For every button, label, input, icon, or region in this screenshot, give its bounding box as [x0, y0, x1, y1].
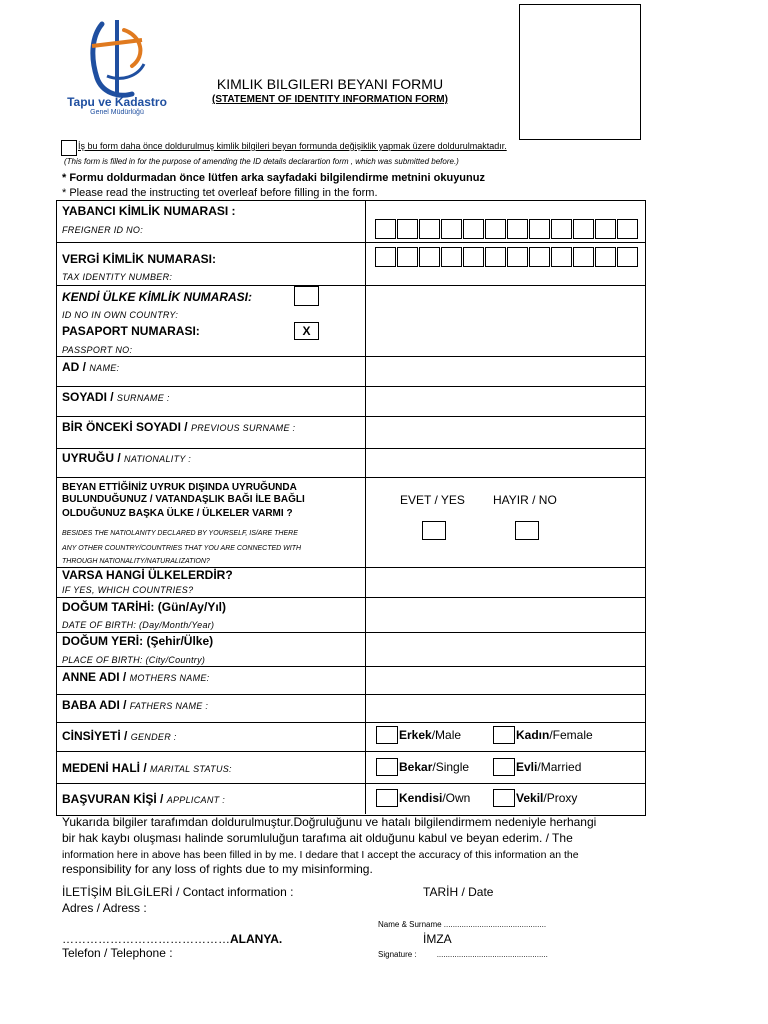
dob-label-en: DATE OF BIRTH: (Day/Month/Year): [62, 620, 215, 630]
pob-label: DOĞUM YERİ: (Şehir/Ülke): [62, 634, 214, 648]
yes-label: EVET / YES: [400, 493, 465, 507]
no-label: HAYIR / NO: [493, 493, 557, 507]
marital-label: MEDENİ HALİ / MARITAL STATUS:: [62, 761, 232, 775]
passport-checkbox[interactable]: X: [294, 322, 319, 340]
row-divider: [56, 666, 645, 667]
married-checkbox[interactable]: [493, 758, 515, 776]
own-country-id-label: KENDİ ÜLKE KİMLİK NUMARASI:: [62, 290, 252, 304]
row-divider: [56, 597, 645, 598]
row-divider: [56, 783, 645, 784]
surname-label: SOYADI / SURNAME :: [62, 390, 170, 404]
which-countries-label: VARSA HANGİ ÜLKELERDİR?: [62, 568, 233, 582]
female-checkbox[interactable]: [493, 726, 515, 744]
declaration-line1: Yukarıda bilgiler tarafımdan doldurulmuştur.Doğruluğunu ve hatalı bilgilendirmem nedeniyle herhangi: [62, 815, 597, 829]
address-label: Adres / Adress :: [62, 901, 147, 915]
previous-surname-label: BİR ÖNCEKİ SOYADI / PREVIOUS SURNAME :: [62, 420, 296, 434]
amend-text-tr: İş bu form daha önce doldurulmuş kimlik bilgileri beyan formunda değişiklik yapmak üzere doldurulmaktadır.: [78, 141, 507, 151]
form-title: KIMLIK BILGILERI BEYANI FORMU: [216, 76, 444, 92]
amend-checkbox[interactable]: [61, 140, 77, 156]
phone-label: Telefon / Telephone :: [62, 946, 173, 960]
declaration-line3: information here in above has been filled in by me. I dedare that I accept the accuracy of this information an the: [62, 849, 579, 861]
applicant-label: BAŞVURAN KİŞİ / APPLICANT :: [62, 792, 226, 806]
tax-id-input[interactable]: [375, 247, 639, 267]
married-label: Evli/Married: [516, 760, 582, 774]
name-label: AD / NAME:: [62, 360, 120, 374]
signature-line: Signature : ..................................................: [378, 950, 548, 959]
own-checkbox[interactable]: [376, 789, 398, 807]
signature-tr-label: İMZA: [423, 932, 452, 946]
contact-info-label: İLETİŞİM BİLGİLERİ / Contact information :: [62, 885, 294, 899]
declaration-line2: bir hak kaybı oluşması halinde sorumluluğun tarafıma ait olduğunu kabul ve beyan ederim. / The: [62, 831, 573, 845]
note-en: * Please read the instructing tet overleaf before filling in the form.: [62, 187, 378, 199]
other-countries-q-en2: ANY OTHER COUNTRY/COUNTRIES THAT YOU ARE CONNECTED WITH: [62, 545, 302, 552]
no-checkbox[interactable]: [515, 521, 539, 540]
row-divider: [56, 632, 645, 633]
gender-label: CİNSİYETİ / GENDER :: [62, 729, 177, 743]
male-label: Erkek/Male: [399, 728, 462, 742]
row-divider: [56, 386, 645, 387]
own-country-id-label-en: ID NO IN OWN COUNTRY:: [62, 310, 179, 320]
row-divider: [56, 285, 645, 286]
city-name: ALANYA.: [230, 932, 283, 946]
mother-label: ANNE ADI / MOTHERS NAME:: [62, 670, 210, 684]
logo-title: Tapu ve Kadastro: [67, 95, 167, 109]
amend-text-en: (This form is filled in for the purpose of amending the ID details declarartion form , which was submitted before.): [64, 157, 459, 166]
male-checkbox[interactable]: [376, 726, 398, 744]
own-country-id-checkbox[interactable]: [294, 286, 319, 306]
row-divider: [56, 242, 645, 243]
name-surname-line: Name & Surname ..............................................: [378, 920, 547, 929]
proxy-label: Vekil/Proxy: [516, 791, 578, 805]
pob-label-en: PLACE OF BIRTH: (City/Country): [62, 655, 206, 665]
row-divider: [56, 477, 645, 478]
row-divider: [56, 751, 645, 752]
single-label: Bekar/Single: [399, 760, 470, 774]
proxy-checkbox[interactable]: [493, 789, 515, 807]
foreigner-id-label: YABANCI KİMLİK NUMARASI :: [62, 204, 236, 218]
city-line: [62, 932, 282, 946]
other-countries-q-en3: THROUGH NATIONALITY/NATURALIZATION?: [62, 558, 210, 565]
row-divider: [56, 448, 645, 449]
own-label: Kendisi/Own: [399, 791, 471, 805]
passport-label: PASAPORT NUMARASI:: [62, 324, 200, 338]
passport-label-en: PASSPORT NO:: [62, 345, 133, 355]
single-checkbox[interactable]: [376, 758, 398, 776]
which-countries-label-en: IF YES, WHICH COUNTRIES?: [62, 585, 194, 595]
tax-id-label-en: TAX IDENTITY NUMBER:: [62, 272, 173, 282]
row-divider: [56, 416, 645, 417]
date-label: TARİH / Date: [423, 885, 494, 899]
note-tr: * Formu doldurmadan önce lütfen arka sayfadaki bilgilendirme metnini okuyunuz: [62, 172, 485, 184]
row-divider: [56, 722, 645, 723]
declaration-line4: responsibility for any loss of rights due to my misinforming.: [62, 862, 373, 876]
female-label: Kadın/Female: [516, 728, 593, 742]
row-divider: [56, 356, 645, 357]
tax-id-label: VERGİ KİMLİK NUMARASI:: [62, 252, 216, 266]
father-label: BABA ADI / FATHERS NAME :: [62, 698, 209, 712]
city-dots: ……………………………………: [62, 932, 230, 946]
logo-subtitle: Genel Müdürlüğü: [90, 109, 144, 116]
other-countries-q-line1: BEYAN ETTİĞİNİZ UYRUK DIŞINDA UYRUĞUNDA: [62, 482, 297, 493]
photo-box: [519, 4, 641, 140]
row-divider: [56, 694, 645, 695]
form-subtitle: (STATEMENT OF IDENTITY INFORMATION FORM): [212, 94, 448, 105]
other-countries-q-en1: BESIDES THE NATIOLANITY DECLARED BY YOURSELF, IS/ARE THERE: [62, 530, 298, 537]
dob-label: DOĞUM TARİHİ: (Gün/Ay/Yıl): [62, 600, 226, 614]
other-countries-q-line2: BULUNDUĞUNUZ / VATANDAŞLIK BAĞI İLE BAĞLI: [62, 494, 305, 505]
yes-checkbox[interactable]: [422, 521, 446, 540]
foreigner-id-input[interactable]: [375, 219, 639, 239]
nationality-label: UYRUĞU / NATIONALITY :: [62, 451, 192, 465]
foreigner-id-label-en: FREIGNER ID NO:: [62, 225, 144, 235]
other-countries-q-line3: OLDUĞUNUZ BAŞKA ÜLKE / ÜLKELER VARMI ?: [62, 508, 293, 519]
